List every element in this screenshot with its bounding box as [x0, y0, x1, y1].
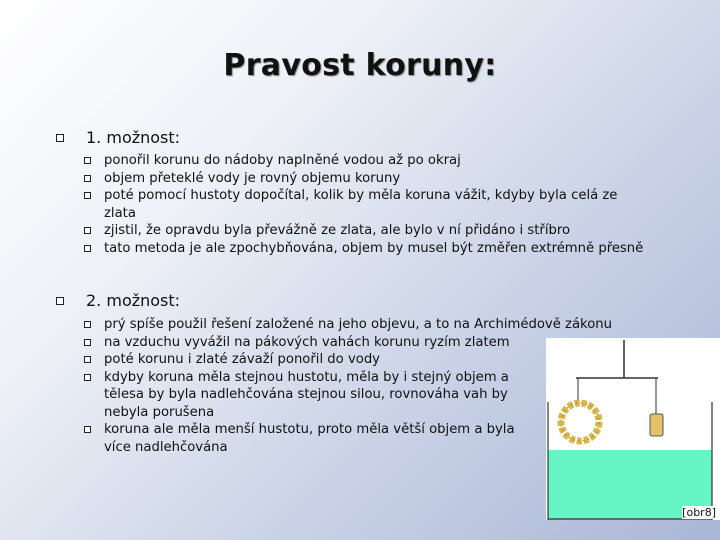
page-title: Pravost koruny: [223, 48, 497, 83]
bullet-icon [84, 175, 91, 182]
bullet-icon [84, 356, 91, 363]
bullet-icon [56, 297, 64, 305]
bullet-icon [84, 192, 91, 199]
option1-heading-row [56, 128, 180, 147]
bullet-icon [56, 134, 64, 142]
option1-heading: 1. možnost: [86, 128, 181, 147]
option2-heading-row [56, 291, 180, 310]
list-item: na vzduchu vyvážil na pákových vahách korunu ryzím zlatem [84, 334, 664, 352]
bullet-icon [84, 374, 91, 381]
list-item: objem přeteklé vody je rovný objemu koruny [84, 170, 684, 188]
bullet-icon [84, 426, 91, 433]
image-credit: [obr8] [682, 506, 716, 519]
list-item: kdyby koruna měla stejnou hustotu, měla by i stejný objem a tělesa by byla nadlehčována stejnou silou, rovnováha vah by nebyla porušena [84, 369, 664, 422]
bullet-icon [84, 321, 91, 328]
option1-list [84, 152, 684, 257]
bullet-icon [84, 245, 91, 252]
option2-heading: 2. možnost: [86, 291, 181, 310]
list-item: ponořil korunu do nádoby naplněné vodou až po okraj [84, 152, 684, 170]
bullet-icon [84, 339, 91, 346]
option2-list [84, 316, 664, 456]
list-item: poté korunu i zlaté závaží ponořil do vody [84, 351, 664, 369]
list-item: poté pomocí hustoty dopočítal, kolik by měla koruna vážit, kdyby byla celá ze zlata [84, 187, 684, 222]
bullet-icon [84, 157, 91, 164]
bullet-icon [84, 227, 91, 234]
list-item: tato metoda je ale zpochybňována, objem by musel být změřen extrémně přesně [84, 240, 684, 258]
list-item: prý spíše použil řešení založené na jeho objevu, a to na Archimédově zákonu [84, 316, 664, 334]
list-item: koruna ale měla menší hustotu, proto měla větší objem a byla více nadlehčována [84, 421, 664, 456]
list-item: zjistil, že opravdu byla převážně ze zlata, ale bylo v ní přidáno i stříbro [84, 222, 684, 240]
